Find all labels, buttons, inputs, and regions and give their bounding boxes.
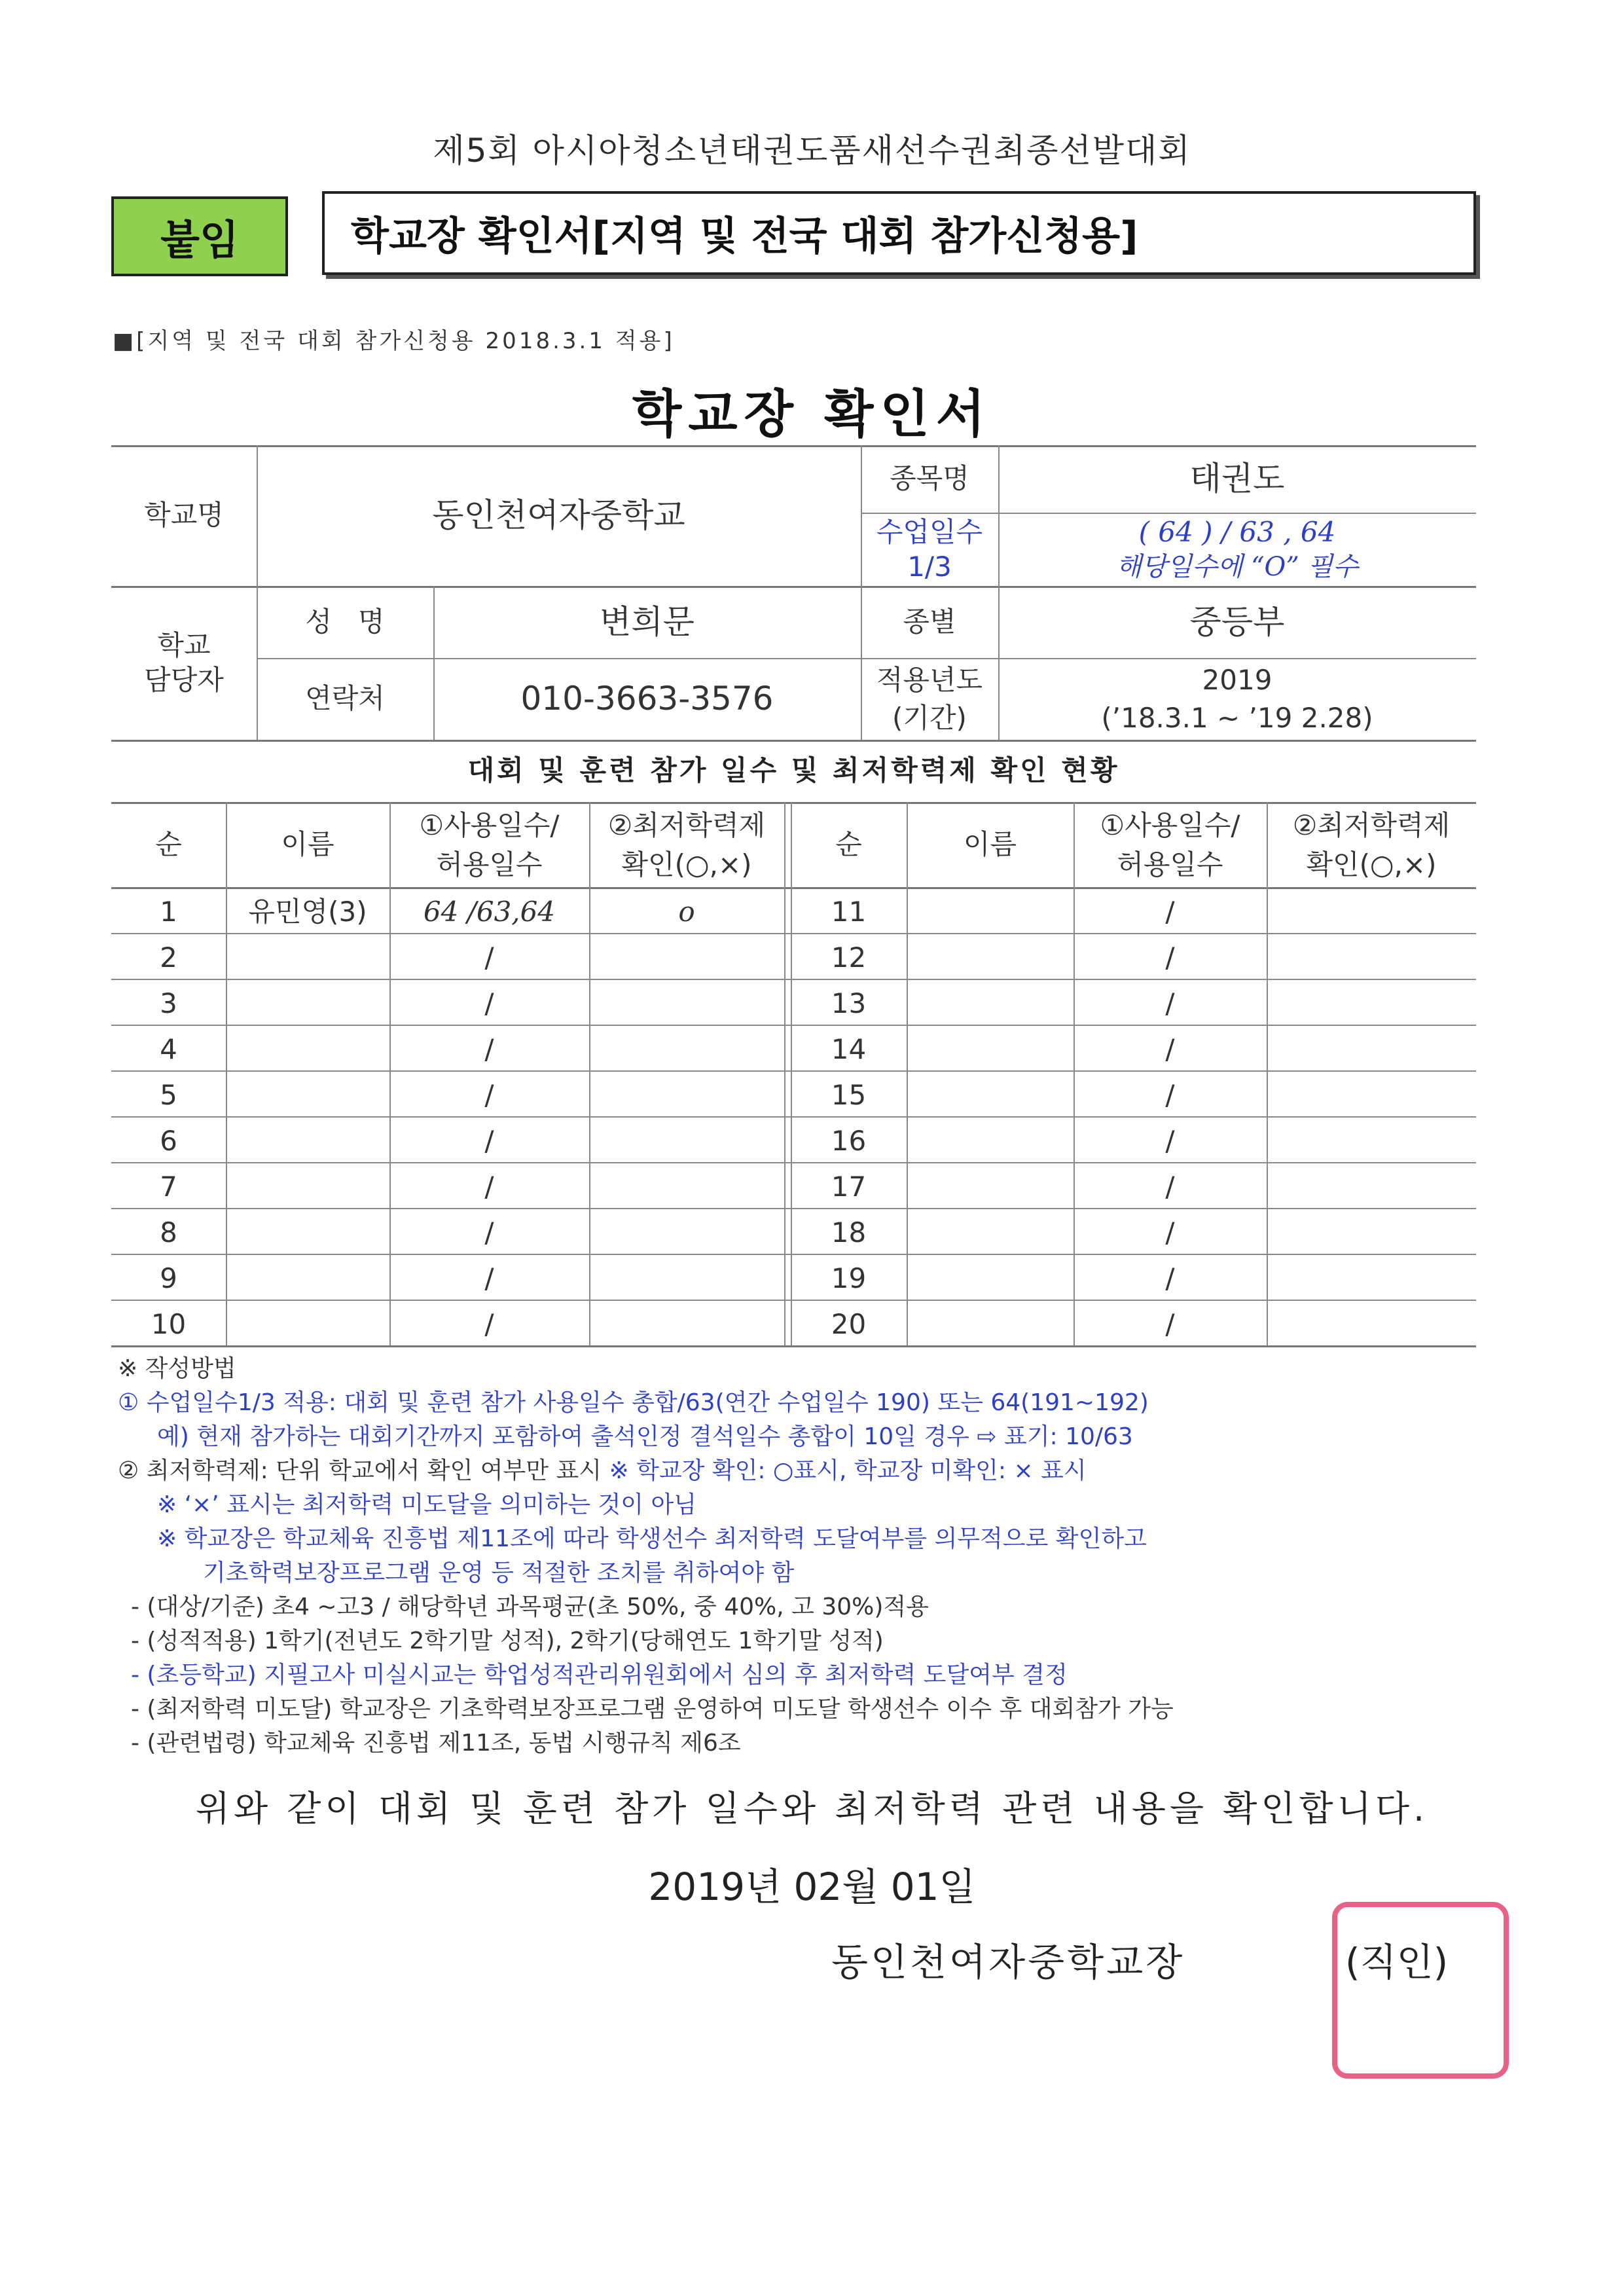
class-days-label: 수업일수 (876, 515, 983, 548)
row-check (1267, 1072, 1476, 1118)
class-days-value: ( 64 ) / 63 , 64 (1138, 515, 1336, 548)
main-title: 학교장 확인서 (632, 385, 992, 444)
class-days-note: 해당일수에 “O” 필수 (1116, 552, 1358, 582)
row-check (1267, 981, 1476, 1027)
row-days: / (1165, 1078, 1175, 1111)
notes (118, 1352, 1506, 1760)
note-min-standard-text: ② 최저학력제: 단위 학교에서 확인 여부만 표시 (118, 1457, 602, 1484)
type-label: 종별 (903, 605, 956, 638)
phone-value: 010-3663-3576 (520, 680, 774, 718)
row-name (907, 1302, 1074, 1347)
row-name (226, 1302, 389, 1347)
contact-label: 학교 담당자 (144, 629, 224, 696)
row-number: 20 (831, 1307, 867, 1340)
year-label: 적용년도 (876, 663, 983, 696)
table-row-rule (111, 933, 1476, 934)
header-no: 순 (155, 828, 182, 861)
row-days: 64 /63,64 (423, 895, 556, 928)
row-name: 유민영(3) (248, 895, 367, 928)
row-number: 17 (831, 1170, 867, 1203)
row-number: 11 (831, 895, 867, 928)
row-number: 15 (831, 1078, 867, 1111)
row-name (226, 981, 389, 1027)
row-check (1267, 1256, 1476, 1302)
note-detail: - (관련법령) 학교체육 진흥법 제11조, 동법 시행규칙 제6조 (131, 1730, 741, 1757)
row-days: / (1165, 1262, 1175, 1294)
header-min-sub: 확인(○,×) (621, 848, 752, 881)
row-check (1267, 935, 1476, 981)
header-name: 이름 (281, 828, 334, 861)
row-check (1267, 1027, 1476, 1072)
sport-value: 태권도 (1189, 460, 1285, 498)
row-number: 6 (160, 1124, 177, 1157)
row-number: 9 (160, 1262, 177, 1294)
row-days: / (484, 1124, 494, 1157)
row-check (589, 1027, 784, 1072)
note-detail: - (대상/기준) 초4 ~고3 / 해당학년 과목평균(초 50%, 중 40%, 고 30%)적용 (131, 1594, 929, 1620)
row-days: / (484, 1216, 494, 1248)
row-days: / (484, 1262, 494, 1294)
row-check (1267, 1164, 1476, 1210)
row-check (589, 981, 784, 1027)
row-days: / (1165, 1124, 1175, 1157)
row-days: / (1165, 1170, 1175, 1203)
sport-label: 종목명 (890, 462, 969, 495)
table-row-rule (111, 1070, 1476, 1072)
note-class-days-example: 예) 현재 참가하는 대회기간까지 포함하여 출석인정 결석일수 총합이 10일 경우 ⇨ 표기: 10/63 (157, 1423, 1133, 1450)
note-detail: - (초등학교) 지필고사 미실시교는 학업성적관리위원회에서 심의 후 최저학력 도달여부 결정 (131, 1662, 1068, 1688)
table-row-rule (111, 1208, 1476, 1209)
school-label: 학교명 (144, 499, 224, 532)
row-days: / (1165, 1032, 1175, 1065)
row-days: / (1165, 941, 1175, 974)
row-name (226, 1164, 389, 1210)
row-check (1267, 889, 1476, 935)
class-days-ratio: 1/3 (907, 550, 952, 583)
row-days: / (484, 1078, 494, 1111)
row-name (226, 1256, 389, 1302)
row-number: 1 (160, 895, 177, 928)
note-min-standard (118, 1454, 1506, 1488)
header-min: ②최저학력제 (1292, 809, 1451, 841)
row-number: 4 (160, 1032, 177, 1065)
note-min-standard-mark: ※ 학교장 확인: ○표시, 학교장 미확인: × 표시 (602, 1457, 1087, 1484)
issue-date: 2019년 02월 01일 (648, 1865, 976, 1909)
event-title: 제5회 아시아청소년태권도품새선수권최종선발대회 (433, 132, 1191, 170)
row-days: / (484, 1032, 494, 1065)
table-row-rule (111, 1300, 1476, 1301)
row-days: / (484, 987, 494, 1019)
row-number: 2 (160, 941, 177, 974)
seal-label: (직인) (1345, 1940, 1449, 1984)
table-row-rule (111, 1162, 1476, 1163)
header-name: 이름 (963, 828, 1017, 861)
row-days: / (1165, 1307, 1175, 1340)
row-name (907, 1256, 1074, 1302)
table-row-rule (111, 1116, 1476, 1118)
header-no: 순 (835, 828, 862, 861)
note-x-meaning: ※ ‘×’ 표시는 최저학력 미도달을 의미하는 것이 아님 (157, 1491, 697, 1518)
row-number: 8 (160, 1216, 177, 1248)
row-check (589, 1210, 784, 1256)
row-check (1267, 1118, 1476, 1164)
document-header: 학교장 확인서[지역 및 전국 대회 참가신청용] (322, 191, 1476, 275)
row-check (589, 935, 784, 981)
row-number: 10 (151, 1307, 187, 1340)
info-rule (111, 740, 1476, 742)
table-title: 대회 및 훈련 참가 일수 및 최저학력제 확인 현황 (467, 754, 1120, 787)
note-principal-duty-cont: 기초학력보장프로그램 운영 등 적절한 조치를 취하여야 함 (203, 1559, 795, 1586)
principal-name: 동인천여자중학교장 (831, 1940, 1185, 1984)
row-number: 14 (831, 1032, 867, 1065)
type-value: 중등부 (1189, 602, 1285, 641)
row-name (907, 889, 1074, 935)
row-number: 7 (160, 1170, 177, 1203)
note-detail: - (성적적용) 1학기(전년도 2학기말 성적), 2학기(당해연도 1학기말 성적) (131, 1628, 884, 1654)
notes-heading: ※ 작성방법 (118, 1355, 236, 1382)
attachment-badge: 붙임 (111, 196, 288, 276)
row-days: / (1165, 1216, 1175, 1248)
row-days: / (484, 941, 494, 974)
row-number: 19 (831, 1262, 867, 1294)
row-check (589, 1072, 784, 1118)
row-check (589, 1302, 784, 1347)
row-check (589, 1118, 784, 1164)
row-name (907, 1072, 1074, 1118)
year-value: 2019 (1202, 663, 1272, 696)
row-name (226, 1210, 389, 1256)
row-check (1267, 1210, 1476, 1256)
row-check (589, 1256, 784, 1302)
row-name (226, 1118, 389, 1164)
row-check: o (678, 895, 695, 928)
row-name (907, 935, 1074, 981)
row-name (907, 1118, 1074, 1164)
row-number: 18 (831, 1216, 867, 1248)
row-number: 5 (160, 1078, 177, 1111)
period-value: (’18.3.1 ~ ’19 2.28) (1101, 701, 1373, 734)
header-days-sub: 허용일수 (436, 848, 543, 881)
applies-note: ■[지역 및 전국 대회 참가신청용 2018.3.1 적용] (113, 328, 675, 354)
row-name (226, 1027, 389, 1072)
row-days: / (1165, 987, 1175, 1019)
row-name (907, 1164, 1074, 1210)
confirmation-statement: 위와 같이 대회 및 훈련 참가 일수와 최저학력 관련 내용을 확인합니다. (195, 1788, 1429, 1829)
table-row-rule (111, 1254, 1476, 1255)
row-name (226, 935, 389, 981)
header-days-sub: 허용일수 (1117, 848, 1223, 881)
row-name (907, 1210, 1074, 1256)
row-name (907, 1027, 1074, 1072)
period-label: (기간) (892, 701, 967, 734)
row-days: / (484, 1170, 494, 1203)
note-principal-duty: ※ 학교장은 학교체육 진흥법 제11조에 따라 학생선수 최저학력 도달여부를 의무적으로 확인하고 (157, 1525, 1147, 1552)
row-check (589, 1164, 784, 1210)
official-seal-stamp (1332, 1902, 1509, 2079)
row-check (1267, 1302, 1476, 1347)
phone-label: 연락처 (305, 682, 385, 715)
table-vrule (784, 802, 785, 1345)
header-days: ①사용일수/ (419, 809, 560, 841)
row-days: / (484, 1307, 494, 1340)
row-number: 16 (831, 1124, 867, 1157)
note-class-days: ① 수업일수1/3 적용: 대회 및 훈련 참가 사용일수 총합/63(연간 수업일수 190) 또는 64(191~192) (118, 1389, 1149, 1416)
name-label: 성 명 (305, 605, 385, 638)
row-number: 13 (831, 987, 867, 1019)
row-days: / (1165, 895, 1175, 928)
table-row-rule (111, 1025, 1476, 1026)
table-row-rule (111, 979, 1476, 980)
header-min-sub: 확인(○,×) (1306, 848, 1437, 881)
contact-name: 변희문 (600, 602, 695, 641)
row-name (226, 1072, 389, 1118)
header-days: ①사용일수/ (1100, 809, 1240, 841)
row-name (907, 981, 1074, 1027)
school-name: 동인천여자중학교 (432, 496, 685, 535)
row-number: 3 (160, 987, 177, 1019)
header-min: ②최저학력제 (607, 809, 766, 841)
row-number: 12 (831, 941, 867, 974)
note-detail: - (최저학력 미도달) 학교장은 기초학력보장프로그램 운영하여 미도달 학생선수 이수 후 대회참가 가능 (131, 1696, 1174, 1722)
